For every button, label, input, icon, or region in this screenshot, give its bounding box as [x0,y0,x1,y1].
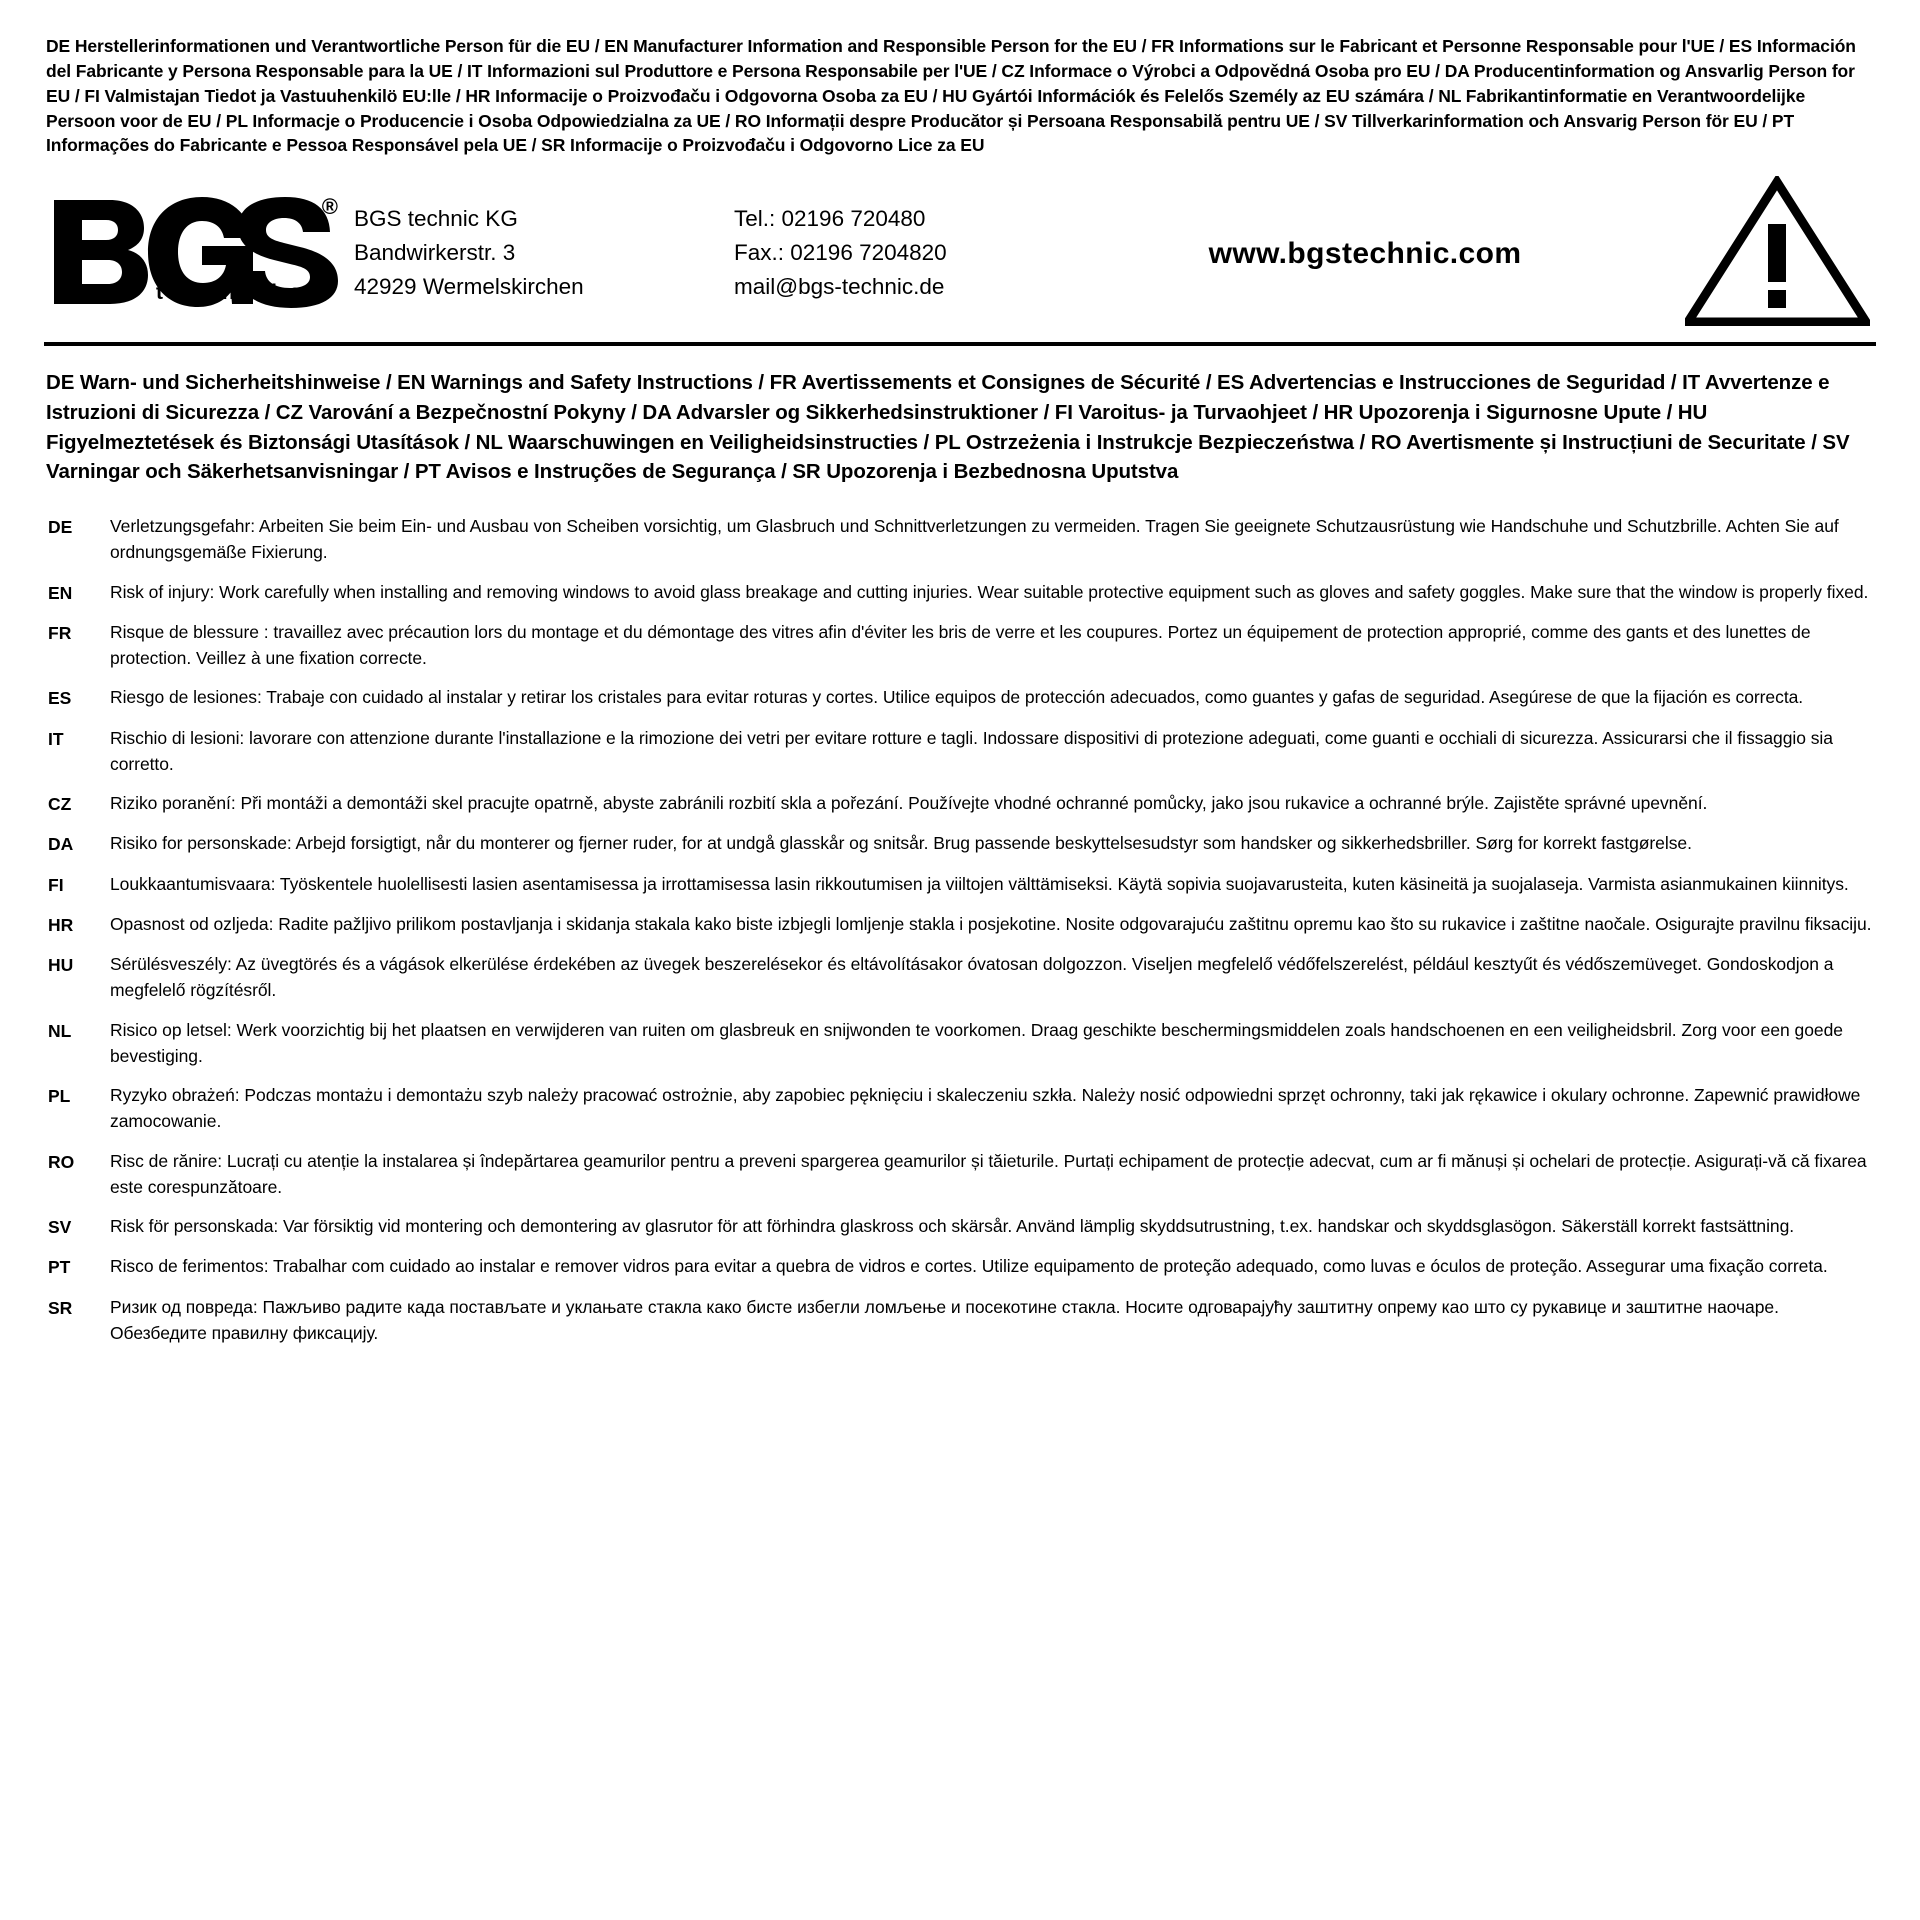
list-item [48,1017,1874,1070]
language-code: FI [48,874,64,895]
language-code: DE [48,517,73,538]
warning-triangle-icon [1685,176,1870,326]
list-item [48,684,1874,711]
warning-triangle [1666,176,1876,326]
language-code: NL [48,1020,72,1041]
instruction-text: Ризик од повреда: Пажљиво радите када постављате и уклањате стакла како бисте избегли ломљење и посекотине стакла. Носите одговарајућу заштитну опрему као што су рукавице и заштитне наочаре. Обезбедите правилну фиксацију. [110,1296,1779,1343]
language-code: CZ [48,794,72,815]
list-item [48,1148,1874,1201]
instruction-text: Rischio di lesioni: lavorare con attenzione durante l'installazione e la rimozione dei vetri per evitare rotture e tagli. Indossare dispositivi di protezione adeguati, come guanti e occhiali di sicurezza. Assicurarsi che il fissaggio sia corretto. [110,727,1833,774]
instruction-text: Risico op letsel: Werk voorzichtig bij het plaatsen en verwijderen van ruiten om glasbreuk en snijwonden te voorkomen. Draag geschikte beschermingsmiddelen zoals handschoenen en een veiligheidsbril. Zorg voor een goede bevestiging. [110,1019,1843,1066]
language-code: SV [48,1217,72,1238]
company-band [44,176,1876,346]
warnings-heading: DE Warn- und Sicherheitshinweise / EN Warnings and Safety Instructions / FR Avertissements et Consignes de Sécurité / ES Advertencias e Instrucciones de Seguridad / IT Avvertenze e Istruzioni di Sicurezza / CZ Varování a Bezpečnostní Pokyny / DA Advarsler og Sikkerhedsinstruktioner / FI Varoitus- ja Turvaohjeet / HR Upozorenja i Sigurnosne Upute / HU Figyelmeztetések és Biztonsági Utasítások / NL Waarschuwingen en Veiligheidsinstructies / PL Ostrzeżenia i Instrukcje Bezpieczeństwa / RO Avertismente și Instrucțiuni de Securitate / SV Varningar och Säkerhetsanvisningar / PT Avisos e Instruções de Segurança / SR Upozorenja i Bezbednosna Uputstva [46,371,1850,484]
language-code: FR [48,622,72,643]
instruction-text: Risk för personskada: Var försiktig vid montering och demontering av glasrutor för att förhindra glaskross och skärsår. Använd lämplig skyddsutrustning, t.ex. handskar och skyddsglasögon. Säkerställ korrekt fastsättning. [110,1216,1795,1237]
instruction-text: Riziko poranění: Při montáži a demontáži skel pracujte opatrně, abyste zabránili rozbití skla a pořezání. Používejte vhodné ochranné pomůcky, jako jsou rukavice a ochranné brýle. Zajistěte správné upevnění. [110,793,1708,814]
instruction-text: Ryzyko obrażeń: Podczas montażu i demontażu szyb należy pracować ostrożnie, aby zapobiec pęknięciu i skaleczeniu szkła. Należy nosić odpowiedni sprzęt ochronny, taki jak rękawice i okulary ochronne. Zapewnić prawidłowe zamocowanie. [110,1085,1861,1132]
instruction-list [44,513,1876,1346]
language-code: PL [48,1086,71,1107]
list-item [48,951,1874,1004]
language-code: HR [48,914,74,935]
instruction-text: Loukkaantumisvaara: Työskentele huolellisesti lasien asentamisessa ja irrottamisessa lasin rikkoutumisen ja viiltojen välttämiseksi. Käytä sopivia suojavarusteita, kuten käsineitä ja suojalaseja. Varmista asianmukainen kiinnitys. [110,873,1849,894]
language-code: PT [48,1257,71,1278]
registered-mark: ® [321,193,338,219]
list-item [48,790,1874,817]
list-item [48,1294,1874,1347]
language-code: IT [48,728,64,749]
list-item [48,1213,1874,1240]
language-code: EN [48,582,73,603]
instruction-text: Risk of injury: Work carefully when installing and removing windows to avoid glass breakage and cutting injuries. Wear suitable protective equipment such as gloves and safety goggles. Make sure that the window is properly fixed. [110,581,1869,602]
list-item [48,1082,1874,1135]
language-code: SR [48,1297,73,1318]
company-website: www.bgstechnic.com [1208,237,1522,271]
language-code: HU [48,955,74,976]
logo-subtext: t e c h n i c [156,280,304,304]
language-code: DA [48,834,74,855]
company-contact [734,198,1064,305]
instruction-text: Risiko for personskade: Arbejd forsigtigt, når du monterer og fjerner ruder, for at undgå glasskår og snitsår. Brug passende beskyttelsesudstyr som handsker og sikkerhedsbriller. Sørg for korrekt fastgørelse. [110,833,1692,854]
instruction-text: Sérülésveszély: Az üvegtörés és a vágások elkerülése érdekében az üvegek beszerelésekor és eltávolításakor óvatosan dolgozzon. Viseljen megfelelő védőfelszerelést, például kesztyűt és védőszemüveget. Gondoskodjon a megfelelő rögzítésről. [110,954,1834,1001]
company-name: BGS technic KG [354,205,518,231]
instruction-text: Risque de blessure : travaillez avec précaution lors du montage et du démontage des vitres afin d'éviter les bris de verre et les coupures. Portez un équipement de protection approprié, comme des gants et des lunettes de protection. Veillez à une fixation correcte. [110,621,1811,669]
list-item [48,619,1874,672]
instruction-text: Risco de ferimentos: Trabalhar com cuidado ao instalar e remover vidros para evitar a quebra de vidros e cortes. Utilize equipamento de proteção adequado, como luvas e óculos de proteção. Assegurar uma fixação correta. [110,1256,1828,1277]
company-tel: Tel.: 02196 720480 [734,205,926,231]
company-mail: mail@bgs-technic.de [734,274,945,300]
language-code: ES [48,688,72,709]
list-item [48,830,1874,857]
list-item [48,871,1874,898]
bgs-logo [44,194,354,309]
instruction-text: Risc de rănire: Lucrați cu atenție la instalarea și îndepărtarea geamurilor pentru a preveni spargerea geamurilor și tăieturile. Purtați echipament de protecție adecvat, cum ar fi mănuși și ochelari de protecție. Asigurați-vă că fixarea este corespunzătoare. [110,1150,1867,1197]
list-item [48,911,1874,938]
company-address [354,198,734,305]
list-item [48,579,1874,606]
list-item [48,1253,1874,1280]
company-fax: Fax.: 02196 7204820 [734,240,947,266]
company-street: Bandwirkerstr. 3 [354,240,516,266]
language-code: RO [48,1151,75,1172]
company-city: 42929 Wermelskirchen [354,274,584,300]
list-item [48,725,1874,778]
instruction-text: Riesgo de lesiones: Trabaje con cuidado al instalar y retirar los cristales para evitar roturas y cortes. Utilice equipos de protección adecuados, como guantes y gafas de seguridad. Asegúrese de que la fijación es correcta. [110,687,1804,708]
instruction-text: Verletzungsgefahr: Arbeiten Sie beim Ein- und Ausbau von Scheiben vorsichtig, um Glasbruch und Schnittverletzungen zu vermeiden. Tragen Sie geeignete Schutzausrüstung wie Handschuhe und Schutzbrille. Achten Sie auf ordnungsgemäße Fixierung. [110,516,1839,563]
list-item [48,513,1874,566]
instruction-text: Opasnost od ozljeda: Radite pažljivo prilikom postavljanja i skidanja stakala kako biste izbjegli lomljenje stakla i posjekotine. Nosite odgovarajuću zaštitnu opremu kao što su rukavice i zaštitne naočale. Osigurajte pravilnu fiksaciju. [110,913,1872,934]
manufacturer-info-heading: DE Herstellerinformationen und Verantwortliche Person für die EU / EN Manufacturer Information and Responsible Person for the EU / FR Informations sur le Fabricant et Personne Responsable pour l'UE / ES Información del Fabricante y Persona Responsable para la UE / IT Informazioni sul Produttore e Persona Responsabile per l'UE / CZ Informace o Výrobci a Odpovědná Osoba pro EU / DA Producentinformation og Ansvarlig Person for EU / FI Valmistajan Tiedot ja Vastuuhenkilö EU:lle / HR Informacije o Proizvođaču i Odgovorna Osoba za EU / HU Gyártói Információk és Felelős Személy az EU számára / NL Fabrikantinformatie en Verantwoordelijke Persoon voor de EU / PL Informacje o Producencie i Osoba Odpowiedzialna za UE / RO Informații despre Producător și Persoana Responsabilă pentru UE / SV Tillverkarinformation och Ansvarig Person för EU / PT Informações do Fabricante e Pessoa Responsável pela UE / SR Informacije o Proizvođaču i Odgovorno Lice za EU [46,36,1856,156]
